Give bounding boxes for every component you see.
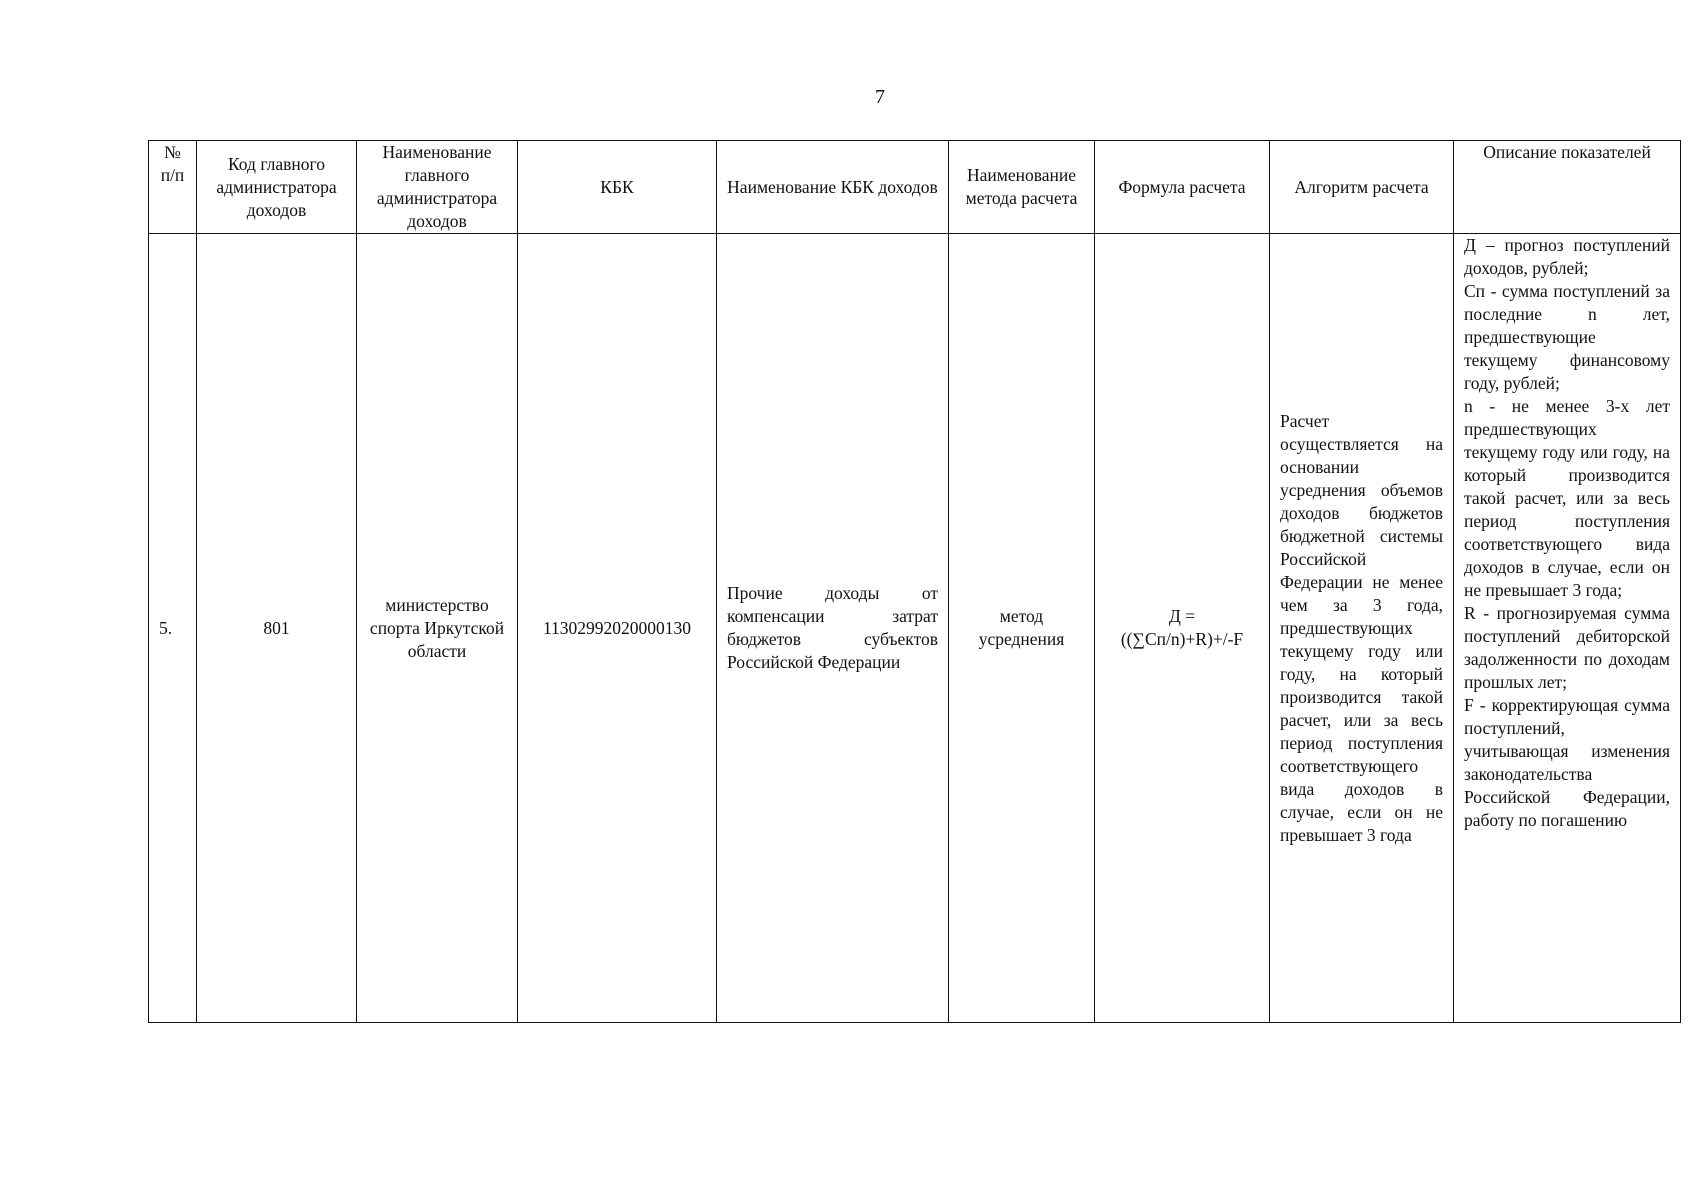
cell-indicators <box>1454 234 1681 1023</box>
formula-line-2: ((∑Сп/n)+R)+/-F <box>1120 629 1244 649</box>
page-number: 7 <box>875 86 885 108</box>
indicator-n: n - не менее 3-х лет предшествующих текущему году или году, на который производится такой расчет, или за весь период поступления соответствующего вида доходов в случае, если он не превышает 3 года; <box>1464 396 1670 600</box>
header-formula: Формула расчета <box>1095 141 1270 234</box>
table-header-row <box>149 141 1681 234</box>
cell-kbk: 11302992020000130 <box>518 234 717 1023</box>
cell-admin-code: 801 <box>197 234 357 1023</box>
cell-method: метод усреднения <box>949 234 1095 1023</box>
header-algorithm: Алгоритм расчета <box>1270 141 1454 234</box>
cell-kbk-name: Прочие доходы от компенсации затрат бюджетов субъектов Российской Федерации <box>717 234 949 1023</box>
header-kbk-name: Наименование КБК доходов <box>717 141 949 234</box>
revenue-forecast-table <box>148 140 1681 1023</box>
table-row <box>149 234 1681 1023</box>
indicator-sp: Сп - сумма поступлений за последние n лет, предшествующие текущему финансовому году, рублей; <box>1464 281 1670 393</box>
header-method: Наименование метода расчета <box>949 141 1095 234</box>
header-num: № п/п <box>149 141 197 234</box>
indicator-r: R - прогнозируемая сумма поступлений дебиторской задолженности по доходам прошлых лет; <box>1464 603 1670 692</box>
indicator-f: F - корректирующая сумма поступлений, учитывающая изменения законодательства Российской Федерации, работу по погашению <box>1464 695 1670 830</box>
formula-line-1: Д = <box>1168 606 1196 626</box>
cell-formula <box>1095 234 1270 1023</box>
indicator-d: Д – прогноз поступлений доходов, рублей; <box>1464 235 1670 278</box>
header-admin-code: Код главного администратора доходов <box>197 141 357 234</box>
cell-algorithm: Расчет осуществляется на основании усреднения объемов доходов бюджетов бюджетной системы Российской Федерации не менее чем за 3 года, предшествующих текущему году или году, на который производится такой расчет, или за весь период поступления соответствующего вида доходов в случае, если он не превышает 3 года <box>1270 234 1454 1023</box>
header-kbk: КБК <box>518 141 717 234</box>
header-indicators: Описание показателей <box>1454 141 1681 234</box>
cell-admin-name: министерство спорта Иркутской области <box>357 234 518 1023</box>
cell-num: 5. <box>149 234 197 1023</box>
header-admin-name: Наименование главного администратора доходов <box>357 141 518 234</box>
